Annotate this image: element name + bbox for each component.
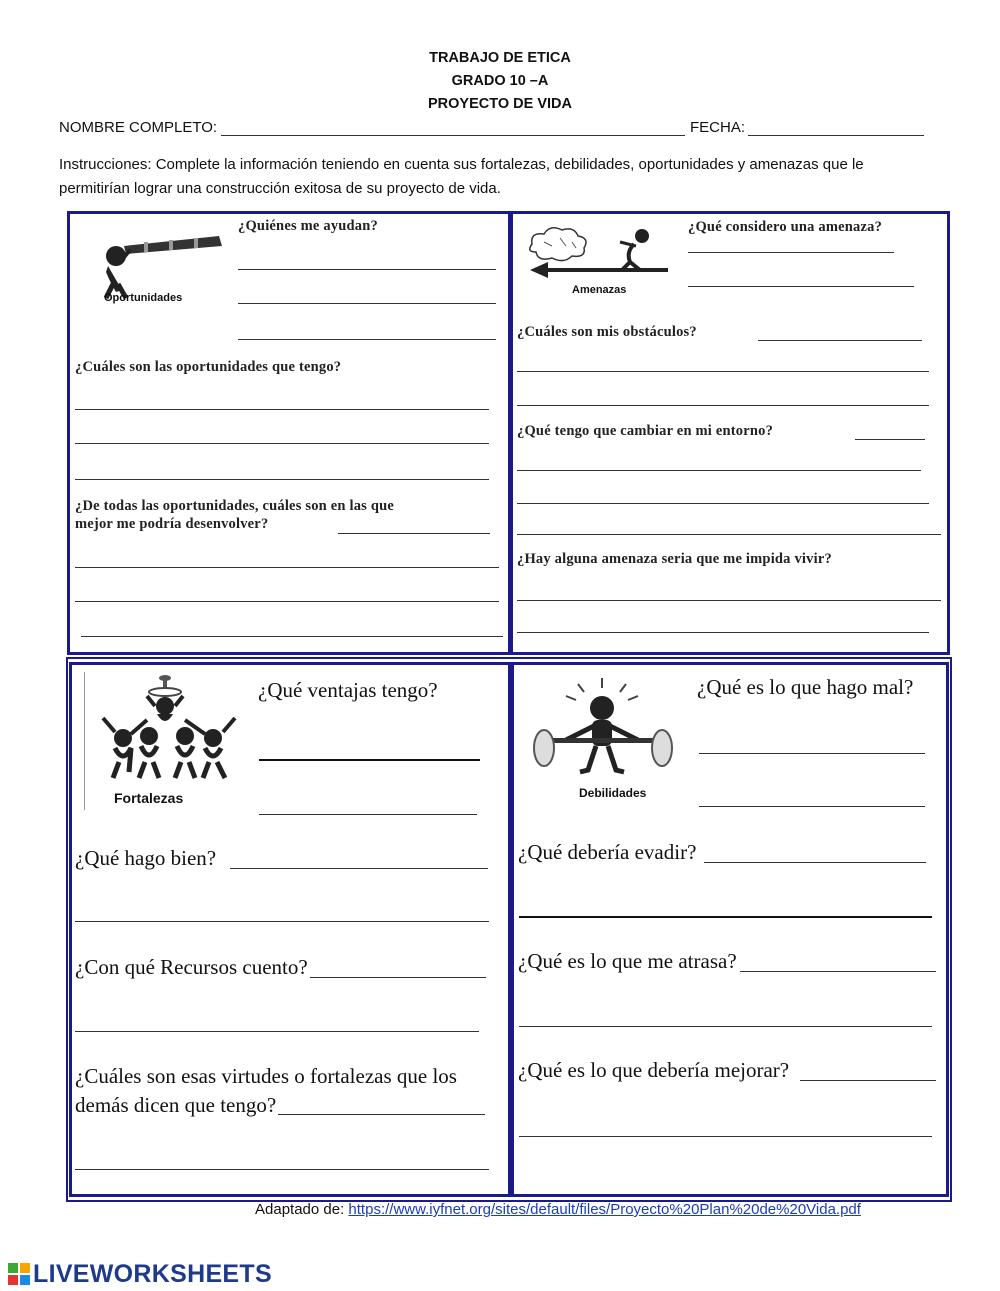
op-q3-answer-2[interactable] [75, 580, 503, 604]
am-q2: ¿Cuáles son mis obstáculos? [517, 324, 697, 340]
de-q2: ¿Qué debería evadir? [518, 840, 697, 864]
fo-q2-answer-1[interactable] [75, 900, 493, 924]
liveworksheets-logo-icon [8, 1263, 30, 1285]
title-line-2: GRADO 10 –A [451, 73, 549, 89]
am-q1-answer-2[interactable] [688, 265, 918, 289]
instructions-line-1: Instrucciones: Complete la información teniendo en cuenta sus fortalezas, debilidades, oportunidades y amenazas que le [59, 156, 864, 173]
de-q4-inline-answer[interactable] [800, 1059, 940, 1083]
fortalezas-caption: Fortalezas [114, 790, 184, 806]
title-line-3: PROYECTO DE VIDA [428, 96, 572, 112]
am-q2-answer-2[interactable] [517, 384, 933, 408]
am-q1: ¿Qué considero una amenaza? [688, 219, 883, 235]
am-q3-answer-2[interactable] [517, 482, 933, 506]
fo-q1-answer-1[interactable] [259, 738, 484, 762]
fo-q1-answer-2[interactable] [259, 793, 481, 817]
source-link[interactable]: https://www.iyfnet.org/sites/default/files/Proyecto%20Plan%20de%20Vida.pdf [348, 1201, 861, 1218]
op-q2-answer-1[interactable] [75, 388, 493, 412]
am-q2-inline-answer[interactable] [758, 319, 926, 343]
team-lifting-icon [85, 672, 245, 784]
de-q4: ¿Qué es lo que debería mejorar? [518, 1058, 790, 1082]
am-q4-answer-2[interactable] [517, 611, 933, 635]
op-q3-answer-1[interactable] [75, 546, 503, 570]
op-q2-answer-2[interactable] [75, 422, 493, 446]
op-q2-answer-3[interactable] [75, 458, 493, 482]
adapted-label: Adaptado de: [255, 1201, 345, 1218]
op-q3-inline-answer[interactable] [338, 512, 494, 536]
op-q1-answer-1[interactable] [238, 248, 500, 272]
de-q4-answer-1[interactable] [519, 1115, 936, 1139]
brand-logo [8, 1261, 272, 1287]
de-q2-inline-answer[interactable] [704, 841, 930, 865]
brand-name: LIVEWORKSHEETS [33, 1259, 272, 1288]
date-label: FECHA: [690, 119, 746, 136]
fo-q4-inline-answer[interactable] [278, 1093, 489, 1117]
fo-q4-line-a: ¿Cuáles son esas virtudes o fortalezas que los [75, 1064, 457, 1088]
instructions-line-2: permitirían lograr una construcción exitosa de su proyecto de vida. [59, 180, 501, 197]
op-q1: ¿Quiénes me ayudan? [238, 218, 378, 234]
fo-q3-inline-answer[interactable] [310, 956, 490, 980]
op-q3-line-b: mejor me podría desenvolver? [75, 516, 269, 532]
de-q1: ¿Qué es lo que hago mal? [697, 675, 914, 699]
amenazas-image [522, 224, 670, 284]
am-q3-answer-3[interactable] [517, 513, 945, 537]
am-q4-answer-1[interactable] [517, 579, 945, 603]
am-q3: ¿Qué tengo que cambiar en mi entorno? [517, 423, 774, 439]
debilidades-image [522, 674, 682, 804]
am-q1-answer-1[interactable] [688, 231, 898, 255]
fo-q3-answer-1[interactable] [75, 1010, 483, 1034]
de-q3-answer-1[interactable] [519, 1005, 936, 1029]
de-q1-answer-2[interactable] [699, 785, 929, 809]
date-input[interactable] [748, 114, 928, 138]
am-q2-answer-1[interactable] [517, 350, 933, 374]
fo-q4-line-b: demás dicen que tengo? [75, 1093, 277, 1117]
oportunidades-caption: Oportunidades [104, 292, 183, 304]
amenazas-caption: Amenazas [572, 284, 627, 296]
am-q3-answer-1[interactable] [517, 449, 925, 473]
fo-q2-inline-answer[interactable] [230, 847, 492, 871]
fo-q2: ¿Qué hago bien? [75, 846, 217, 870]
weight-lifting-person-icon [522, 674, 682, 784]
adapted-from [255, 1201, 861, 1218]
am-q3-inline-answer[interactable] [855, 418, 929, 442]
am-q4: ¿Hay alguna amenaza seria que me impida vivir? [517, 551, 832, 567]
de-q3-inline-answer[interactable] [740, 950, 940, 974]
de-q1-answer-1[interactable] [699, 732, 929, 756]
op-q3-answer-3[interactable] [81, 615, 507, 639]
op-q2: ¿Cuáles son las oportunidades que tengo? [75, 359, 342, 375]
op-q1-answer-2[interactable] [238, 282, 500, 306]
name-input[interactable] [221, 114, 689, 138]
op-q3-line-a: ¿De todas las oportunidades, cuáles son en las que [75, 498, 394, 514]
name-label: NOMBRE COMPLETO: [59, 119, 218, 136]
de-q3: ¿Qué es lo que me atrasa? [518, 949, 737, 973]
fo-q4-answer-1[interactable] [75, 1148, 493, 1172]
fo-q3: ¿Con qué Recursos cuento? [75, 955, 308, 979]
threat-person-icon [522, 224, 670, 284]
debilidades-caption: Debilidades [579, 786, 647, 800]
de-q2-answer-1[interactable] [519, 895, 936, 919]
fo-q1: ¿Qué ventajas tengo? [258, 678, 438, 702]
op-q1-answer-3[interactable] [238, 318, 500, 342]
title-line-1: TRABAJO DE ETICA [429, 50, 571, 66]
